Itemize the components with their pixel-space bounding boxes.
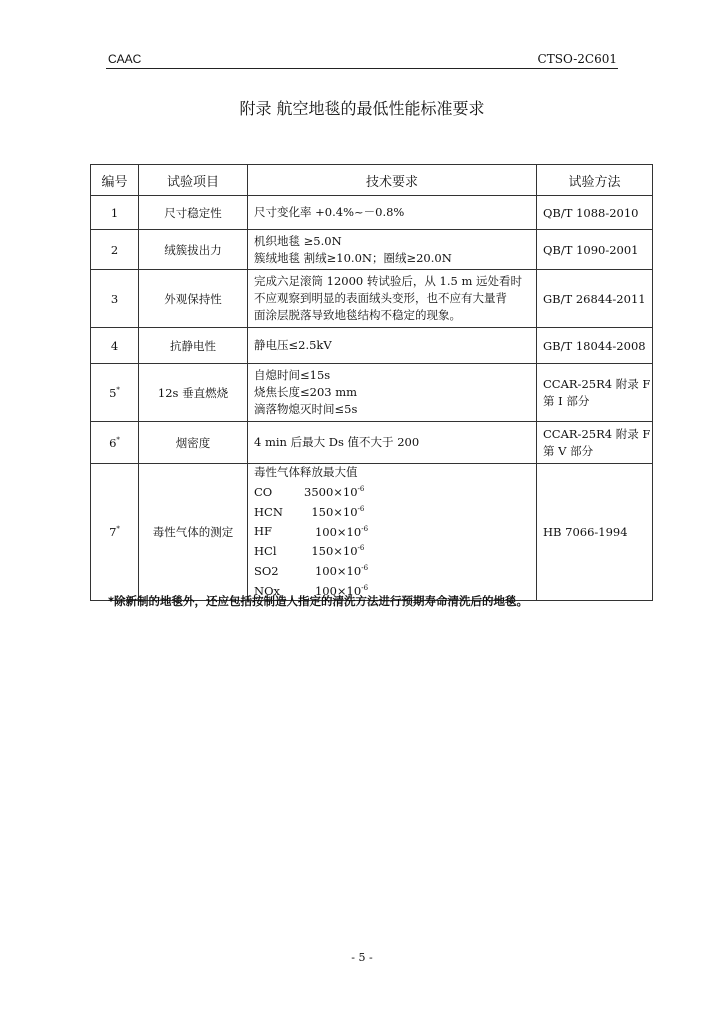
- header-req: 技术要求: [248, 165, 537, 196]
- row-req: 完成六足滚筒 12000 转试验后，从 1.5 m 远处看时 不应观察到明显的表面绒头变形，也不应有大量背 面涂层脱落导致地毯结构不稳定的现象。: [248, 270, 537, 328]
- row-req: 静电压≤2.5kV: [248, 328, 537, 364]
- row-method: CCAR-25R4 附录 F 第 V 部分: [537, 422, 653, 464]
- row-no: 7*: [91, 464, 139, 601]
- footnote-star: *: [116, 435, 120, 444]
- page-title: 附录 航空地毯的最低性能标准要求: [239, 99, 485, 118]
- row-item: 外观保持性: [139, 270, 248, 328]
- table-row: [91, 422, 653, 464]
- table-row: [91, 328, 653, 364]
- row-no: 6*: [91, 422, 139, 464]
- header-left: CAAC: [108, 52, 142, 66]
- row-no: 2: [91, 230, 139, 270]
- page-number: - 5 -: [351, 951, 373, 964]
- footnote-star: *: [116, 385, 120, 394]
- table-row: [91, 364, 653, 422]
- row-method: HB 7066-1994: [537, 464, 653, 601]
- row-method: CCAR-25R4 附录 F 第 I 部分: [537, 364, 653, 422]
- row-method: GB/T 18044-2008: [537, 328, 653, 364]
- footnote: *除新制的地毯外，还应包括按制造人指定的清洗方法进行预期寿命清洗后的地毯。: [108, 594, 529, 608]
- header-rule: [106, 68, 618, 69]
- row-method: GB/T 26844-2011: [537, 270, 653, 328]
- row-method: QB/T 1090-2001: [537, 230, 653, 270]
- table-row: [91, 196, 653, 230]
- header-item: 试验项目: [139, 165, 248, 196]
- requirements-table: [90, 164, 653, 601]
- row-req: 机织地毯 ≥5.0N 簇绒地毯 割绒≥10.0N；圈绒≥20.0N: [248, 230, 537, 270]
- header-no: 编号: [91, 165, 139, 196]
- row-req: 尺寸变化率 +0.4%~－0.8%: [248, 196, 537, 230]
- table-row: [91, 230, 653, 270]
- table-row: [91, 464, 653, 601]
- row-item: 烟密度: [139, 422, 248, 464]
- row-item: 尺寸稳定性: [139, 196, 248, 230]
- row-item: 绒簇拔出力: [139, 230, 248, 270]
- row-req: 4 min 后最大 Ds 值不大于 200: [248, 422, 537, 464]
- table-row: [91, 270, 653, 328]
- row-method: QB/T 1088-2010: [537, 196, 653, 230]
- row-item: 12s 垂直燃烧: [139, 364, 248, 422]
- header-right: CTSO-2C601: [537, 52, 617, 66]
- row-no: 1: [91, 196, 139, 230]
- row-req: 自熄时间≤15s 烧焦长度≤203 mm 滴落物熄灭时间≤5s: [248, 364, 537, 422]
- row-no: 5*: [91, 364, 139, 422]
- row-no: 3: [91, 270, 139, 328]
- table-header-row: [91, 165, 653, 196]
- row-no: 4: [91, 328, 139, 364]
- footnote-star: *: [116, 525, 120, 534]
- header-method: 试验方法: [537, 165, 653, 196]
- row-item: 毒性气体的测定: [139, 464, 248, 601]
- row-req: 毒性气体释放最大值 CO $3500\times 10^{-6}$ HCN $150\times 10^{-6}$ HF $100\times 10^{-6}$ HCl $150\times 10^{-6}$ SO2 $100\times 10^{-6}$ NOx $100\times 10^{-6}$: [248, 464, 537, 601]
- row-item: 抗静电性: [139, 328, 248, 364]
